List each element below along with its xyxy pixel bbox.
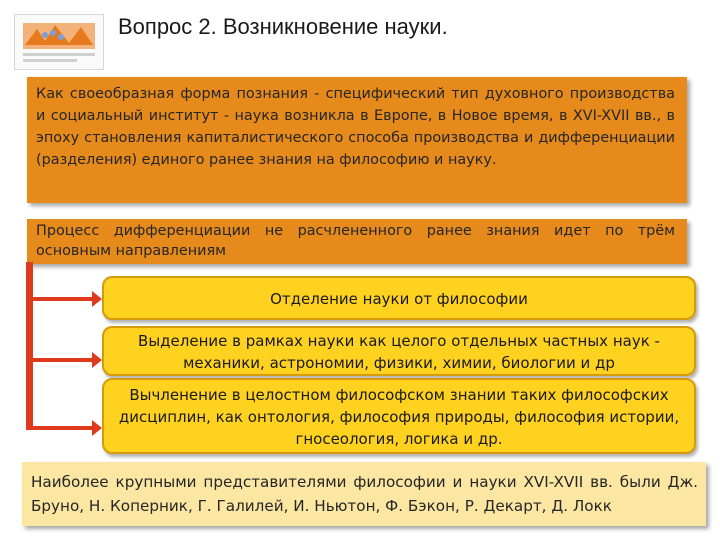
representatives-text: Наиболее крупными представителями философии и науки XVI-XVII вв. были Дж. Бруно, Н. Коперник, Г. Галилей, И. Ньютон, Ф. Бэкон, Р. Декарт, Д. Локк	[31, 473, 698, 515]
connector-line-1	[26, 297, 96, 301]
definition-box	[27, 77, 687, 203]
logo-image	[14, 14, 104, 70]
direction-box-3	[102, 378, 696, 454]
connector-vertical-line	[26, 262, 33, 428]
arrow-right-icon	[92, 291, 102, 307]
arrow-right-icon	[92, 420, 102, 436]
direction-box-1	[102, 276, 696, 320]
definition-text: Как своеобразная форма познания - специфический тип духовного производства и социальный институт - наука возникла в Европе, в Новое время, в XVI-XVII вв., в эпоху становления капиталистического способа производства и дифференциации (разделения) единого ранее знания на философию и науку.	[36, 86, 675, 168]
connector-line-3	[26, 426, 96, 430]
direction-box-2	[102, 326, 696, 376]
direction-text-1: Отделение науки от философии	[270, 290, 528, 308]
process-box	[27, 219, 687, 264]
direction-text-3: Вычленение в целостном философском знании таких философских дисциплин, как онтология, философия природы, философия истории, гносеология, логика и др.	[118, 386, 680, 448]
page-title: Вопрос 2. Возникновение науки.	[118, 14, 448, 39]
arrow-right-icon	[92, 352, 102, 368]
connector-line-2	[26, 358, 96, 362]
representatives-box	[22, 462, 706, 526]
direction-text-2: Выделение в рамках науки как целого отдельных частных наук - механики, астрономии, физики, химии, биологии и др	[138, 332, 660, 372]
process-text: Процесс дифференциации не расчлененного ранее знания идет по трём основным направлениям	[36, 223, 675, 259]
